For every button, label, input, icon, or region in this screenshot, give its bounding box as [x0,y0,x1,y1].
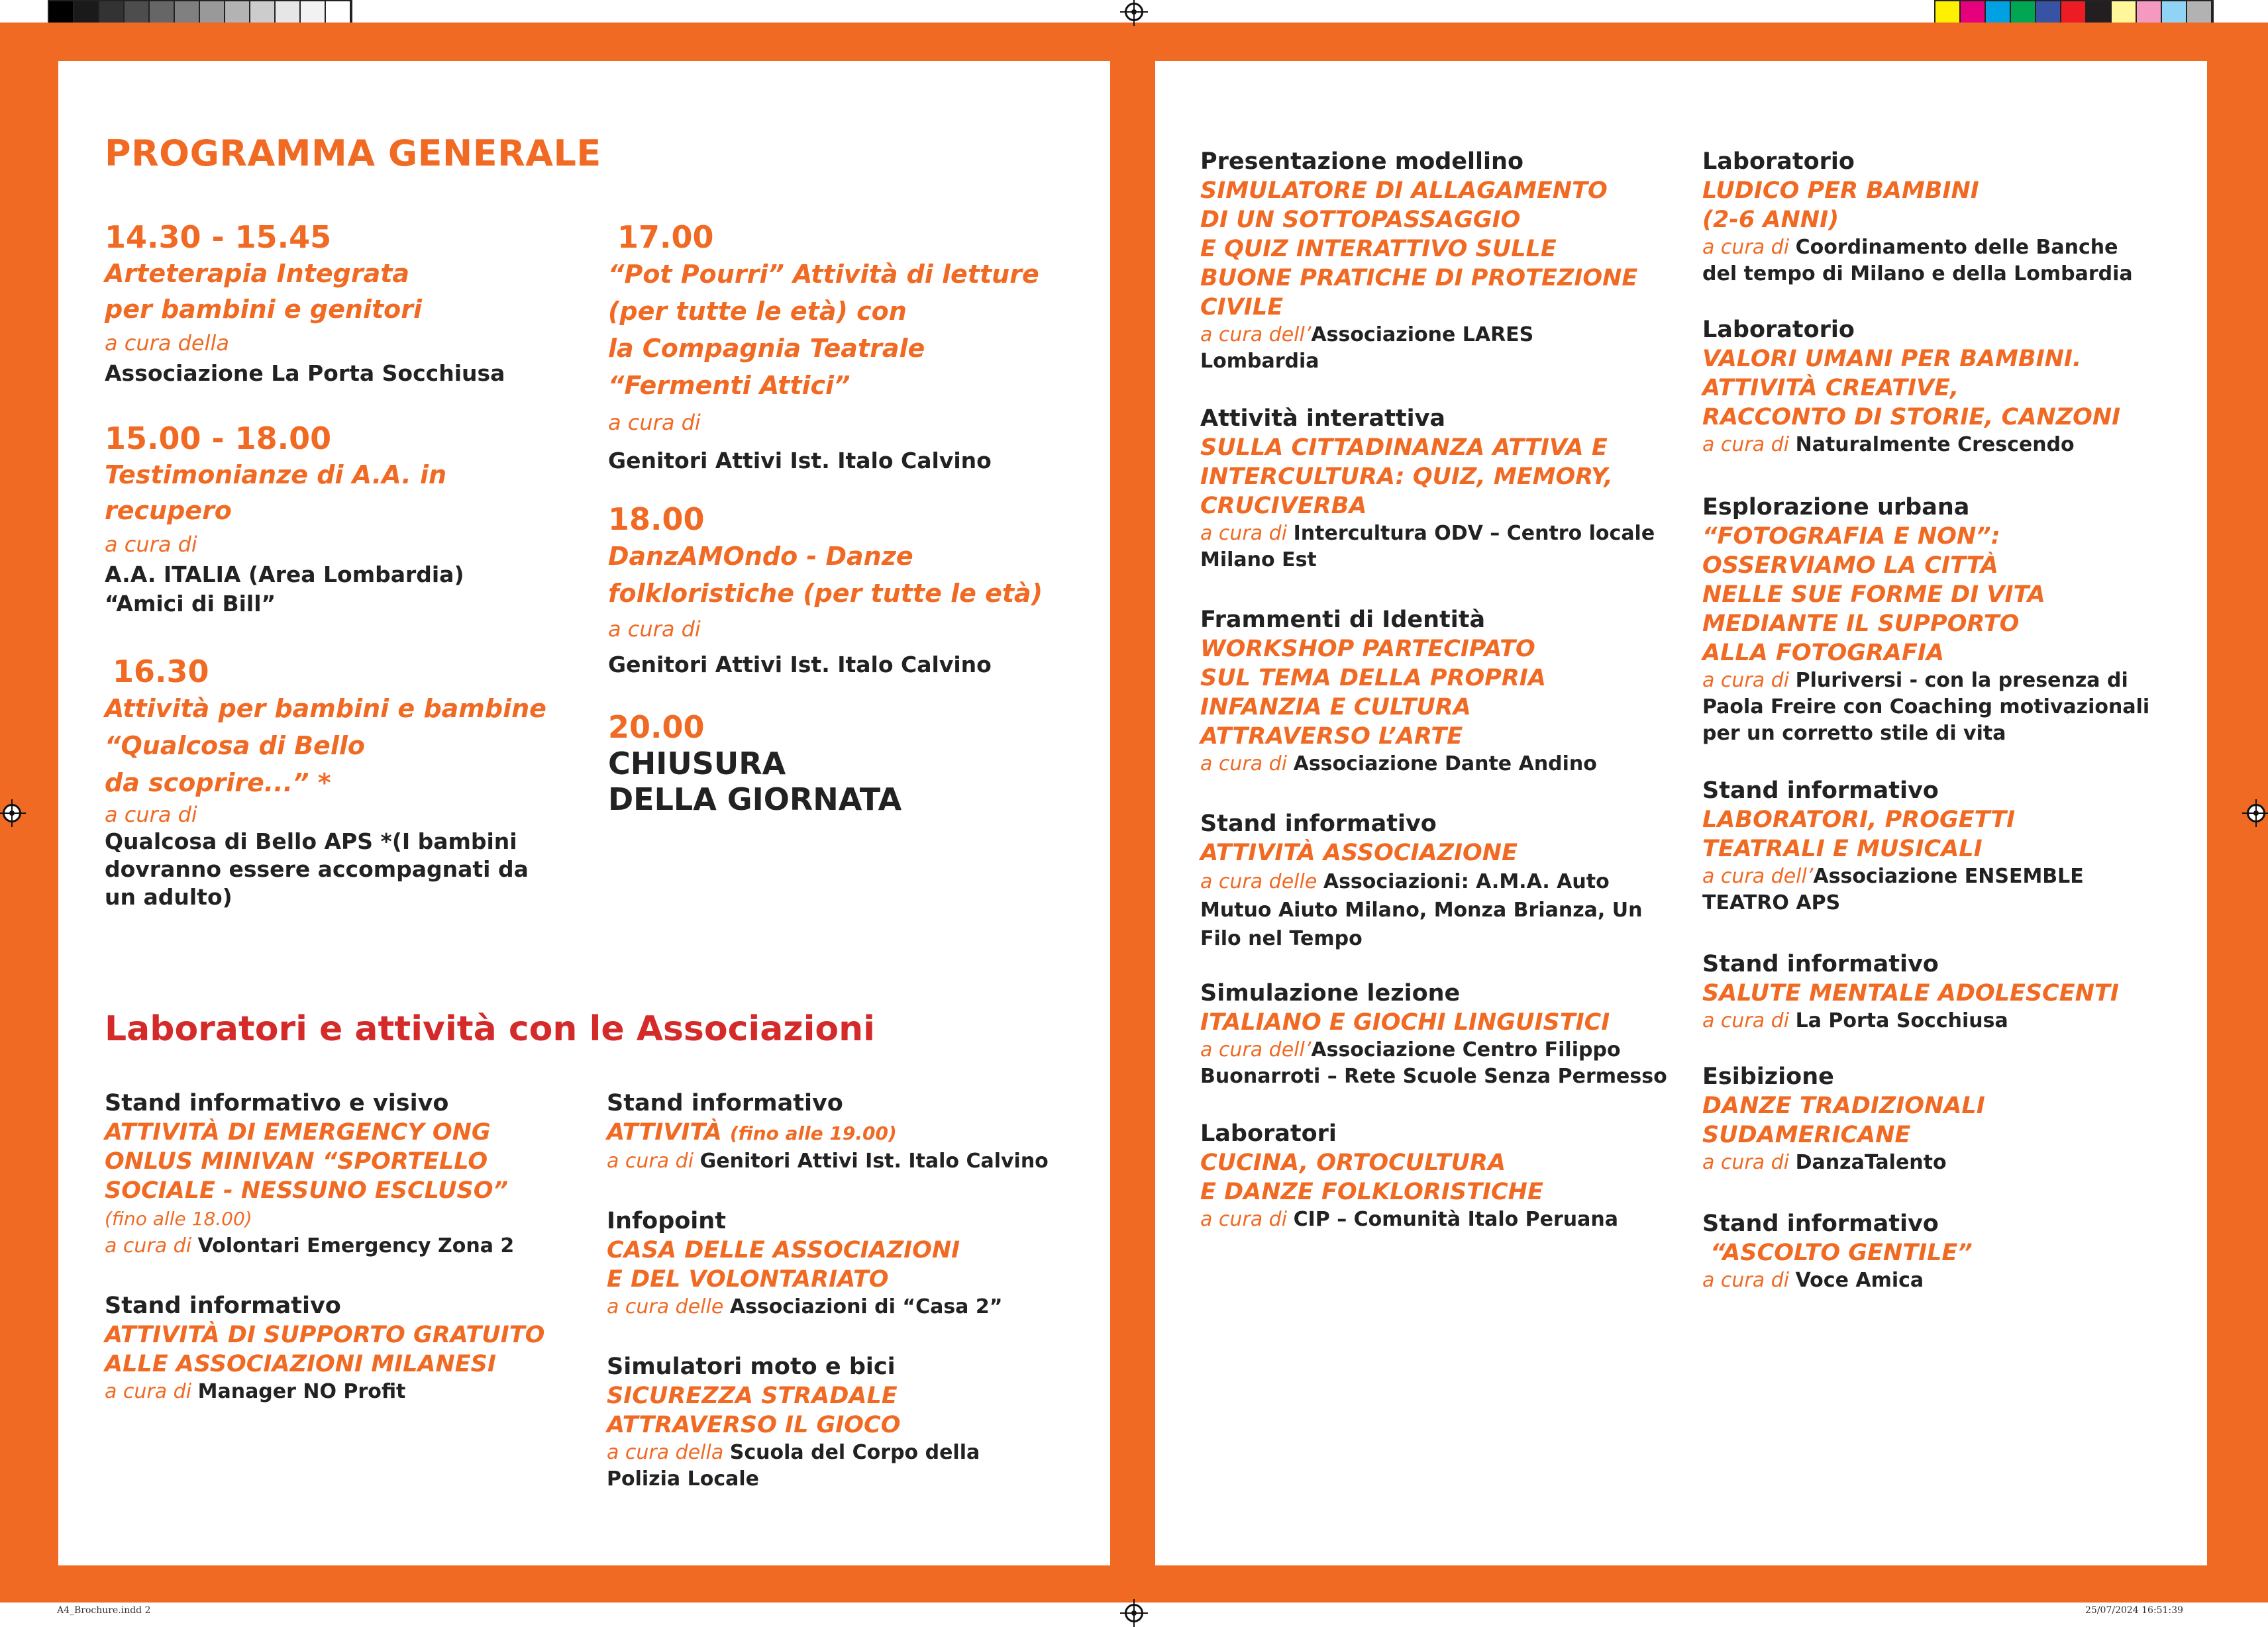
block-credit [1702,234,2179,261]
block-label: Stand informativo e visivo [105,1090,449,1116]
block-credit [1200,322,1677,348]
block-title: SOCIALE - NESSUNO ESCLUSO” [105,1177,508,1204]
block-label: Simulatori moto e bici [607,1354,896,1380]
block-org: Intercultura ODV – Centro locale [1293,522,1655,545]
block-credit [607,1440,1097,1466]
block-credit [1702,1150,2179,1176]
activity-block [1200,979,1677,1090]
block-note: (fino alle 18.00) [105,1208,252,1230]
block-title: DANZE TRADIZIONALI [1702,1093,1985,1119]
block-org-line: Paola Freire con Coaching motivazionali [1702,695,2150,718]
schedule-org: Qualcosa di Bello APS *(I bambini [105,828,517,854]
schedule-item [608,501,1098,683]
block-org: Associazione Dante Andino [1293,752,1597,775]
block-label: Laboratorio [1702,317,1855,343]
block-title: ATTRAVERSO L’ARTE [1200,723,1463,750]
block-cura: a cura di [105,1234,198,1257]
block-title: E QUIZ INTERATTIVO SULLE [1200,236,1557,262]
schedule-org: “Amici di Bill” [105,591,276,616]
block-note: (fino alle 19.00) [729,1122,897,1144]
schedule-activity: recupero [105,496,232,525]
block-title: ATTIVITÀ CREATIVE, [1702,375,1959,401]
schedule-activity: “Fermenti Attici” [608,371,850,400]
block-title: ATTIVITÀ [607,1119,722,1146]
schedule-activity: la Compagnia Teatrale [608,334,925,363]
block-title: MEDIANTE IL SUPPORTO [1702,611,2020,637]
schedule-org: Associazione La Porta Socchiusa [105,360,505,386]
schedule-cura: a cura di [105,532,197,557]
block-label: Frammenti di Identità [1200,607,1486,633]
block-cura: a cura delle [607,1295,730,1318]
schedule-item [608,219,1098,481]
block-org: Associazione ENSEMBLE [1813,865,2084,888]
block-label: Presentazione modellino [1200,148,1524,175]
block-org-line: Milano Est [1200,548,1317,571]
schedule-time: 16.30 [113,654,209,689]
activity-block [105,1089,595,1259]
block-title: ATTRAVERSO IL GIOCO [607,1412,901,1438]
schedule-activity: “Qualcosa di Bello [105,731,365,760]
block-cura: a cura di [1702,669,1796,692]
schedule-org: Genitori Attivi Ist. Italo Calvino [608,448,992,473]
block-org: Manager NO Profit [197,1380,406,1403]
block-label: Esplorazione urbana [1702,494,1970,520]
block-title: VALORI UMANI PER BAMBINI. [1702,346,2082,372]
registration-mark-icon [2247,804,2265,822]
activity-block [105,1291,595,1405]
block-title: INFANZIA E CULTURA [1200,694,1471,720]
block-org: Scuola del Corpo della [729,1441,980,1464]
block-title: ALLE ASSOCIAZIONI MILANESI [105,1351,496,1377]
schedule-item [105,653,582,911]
block-org: Coordinamento delle Banche [1795,236,2118,259]
closing-text: CHIUSURA [608,746,786,781]
block-title: OSSERVIAMO LA CITTÀ [1702,552,1998,579]
block-org-line: Filo nel Tempo [1200,927,1363,950]
block-org: Genitori Attivi Ist. Italo Calvino [699,1150,1049,1173]
block-org-line: Mutuo Aiuto Milano, Monza Brianza, Un [1200,899,1643,922]
block-credit [1702,667,2192,694]
block-org: CIP – Comunità Italo Peruana [1293,1208,1618,1231]
block-cura: a cura dell’ [1702,865,1814,888]
block-title: RACCONTO DI STORIE, CANZONI [1702,404,2121,430]
block-title: CASA DELLE ASSOCIAZIONI [607,1237,960,1263]
schedule-time: 18.00 [608,501,705,537]
block-cura: a cura di [1702,433,1796,456]
activity-block [1702,1209,2179,1294]
schedule-time: 20.00 [608,709,705,745]
block-org: Associazioni di “Casa 2” [729,1295,1003,1318]
schedule-activity: Arteterapia Integrata [105,259,410,288]
block-credit [105,1379,595,1405]
activity-block [607,1207,1097,1320]
activity-block [1200,147,1677,375]
schedule-time: 15.00 - 18.00 [105,420,332,456]
schedule-activity: (per tutte le età) con [608,297,907,326]
block-org-line: del tempo di Milano e della Lombardia [1702,262,2133,285]
schedule-activity: da scoprire...” * [105,768,331,797]
block-cura: a cura dell’ [1200,1038,1312,1061]
registration-mark-icon [3,804,21,822]
block-label: Attività interattiva [1200,405,1446,432]
block-cura: a cura della [607,1441,730,1464]
block-cura: a cura di [1200,1208,1294,1231]
block-title: “ASCOLTO GENTILE” [1702,1240,1973,1266]
footer-file-name: A4_Brochure.indd 2 [57,1605,151,1616]
block-label: Laboratorio [1702,148,1855,175]
block-title: ITALIANO E GIOCHI LINGUISTICI [1200,1009,1610,1036]
block-label: Esibizione [1702,1063,1834,1090]
section-title: Laboratori e attività con le Associazioni [105,1009,875,1049]
block-cura: a cura di [1702,236,1796,259]
block-title: ATTIVITÀ ASSOCIAZIONE [1200,840,1518,866]
block-label: Laboratori [1200,1120,1337,1147]
block-title: ATTIVITÀ DI EMERGENCY ONG [105,1119,491,1146]
block-title: SALUTE MENTALE ADOLESCENTI [1702,980,2119,1007]
schedule-activity: “Pot Pourri” Attività di letture [608,260,1039,289]
activity-block [1702,1062,2179,1176]
activity-block [1702,950,2179,1034]
block-org: DanzaTalento [1795,1151,1947,1174]
schedule-activity: Attività per bambini e bambine [105,694,546,723]
block-title: SUL TEMA DELLA PROPRIA [1200,665,1546,691]
block-title: “FOTOGRAFIA E NON”: [1702,523,2000,550]
block-credit [1200,867,1677,896]
schedule-activity: folkloristiche (per tutte le età) [608,579,1043,608]
block-credit [1200,520,1677,547]
block-credit [1702,863,2179,890]
schedule-org: dovranno essere accompagnati da [105,856,529,882]
activity-block [1200,605,1677,777]
block-org: Volontari Emergency Zona 2 [197,1234,515,1257]
block-title: DI UN SOTTOPASSAGGIO [1200,207,1521,233]
schedule-cura: a cura di [608,410,701,435]
block-org-line: Buonarroti – Rete Scuole Senza Permesso [1200,1065,1667,1088]
activity-block [1702,776,2179,916]
block-org-line: TEATRO APS [1702,891,1841,914]
schedule-cura: a cura della [105,330,229,356]
schedule-time: 14.30 - 15.45 [105,219,332,255]
schedule-item [105,420,568,618]
block-label: Stand informativo [1702,777,1939,804]
block-title: ATTIVITÀ DI SUPPORTO GRATUITO [105,1322,545,1348]
block-title: NELLE SUE FORME DI VITA [1702,581,2045,608]
block-label: Stand informativo [1702,1210,1939,1237]
block-org: Pluriversi - con la presenza di [1795,669,2128,692]
block-cura: a cura di [1200,752,1294,775]
block-cura: a cura di [607,1150,700,1173]
block-title: INTERCULTURA: QUIZ, MEMORY, [1200,464,1613,490]
block-cura: a cura delle [1200,870,1323,893]
block-title: LUDICO PER BAMBINI [1702,177,1979,204]
activity-block [1200,1119,1677,1233]
schedule-cura: a cura di [105,802,197,827]
footer-date: 25/07/2024 16:51:39 [2085,1605,2184,1616]
block-cura: a cura di [1200,522,1294,545]
block-credit [607,1148,1097,1175]
activity-block [1702,315,2179,458]
block-cura: a cura di [1702,1009,1796,1032]
block-label: Simulazione lezione [1200,980,1461,1007]
block-label: Stand informativo [1200,811,1437,837]
schedule-activity: Testimonianze di A.A. in [105,460,447,489]
block-org-line: Polizia Locale [607,1467,759,1491]
block-label: Stand informativo [607,1090,843,1116]
block-cura: a cura dell’ [1200,323,1312,346]
schedule-cura: a cura di [608,616,701,642]
block-cura: a cura di [1702,1151,1796,1174]
activity-block [607,1089,1097,1175]
block-credit [607,1294,1097,1320]
block-cura: a cura di [105,1380,198,1403]
block-label: Stand informativo [105,1293,341,1319]
block-title: SICUREZZA STRADALE [607,1383,898,1409]
activity-block [1200,809,1677,953]
block-credit [1702,1008,2179,1034]
block-title: CIVILE [1200,294,1284,320]
registration-mark-icon [1125,3,1143,21]
block-title: LABORATORI, PROGETTI [1702,807,2016,833]
block-org: Voce Amica [1795,1269,1924,1292]
block-title: ALLA FOTOGRAFIA [1702,640,1945,666]
registration-mark-icon [1125,1604,1143,1622]
block-label: Infopoint [607,1208,726,1234]
block-org: Associazioni: A.M.A. Auto [1323,870,1610,893]
block-title: (2-6 ANNI) [1702,207,1839,233]
activity-block [1702,147,2179,287]
page-title: PROGRAMMA GENERALE [105,132,601,174]
block-title: SULLA CITTADINANZA ATTIVA E [1200,434,1608,461]
block-credit [1702,1267,2179,1294]
block-title: TEATRALI E MUSICALI [1702,836,1983,862]
schedule-time: 17.00 [617,219,714,255]
block-credit [1200,1037,1677,1063]
block-title: E DEL VOLONTARIATO [607,1266,889,1293]
block-title: SUDAMERICANE [1702,1122,1911,1148]
block-title: ONLUS MINIVAN “SPORTELLO [105,1148,488,1175]
block-title: CUCINA, ORTOCULTURA [1200,1150,1506,1176]
block-org: Associazione LARES [1311,323,1534,346]
closing-text: DELLA GIORNATA [608,781,902,817]
block-credit [1200,1207,1677,1233]
activity-block [607,1352,1097,1493]
block-org: Associazione Centro Filippo [1311,1038,1621,1061]
schedule-activity: DanzAMOndo - Danze [608,542,913,571]
block-title: BUONE PRATICHE DI PROTEZIONE [1200,265,1638,291]
block-label: Stand informativo [1702,951,1939,977]
block-org: Naturalmente Crescendo [1795,433,2075,456]
block-org-line: per un corretto stile di vita [1702,722,2006,745]
schedule-item [608,709,1098,817]
block-title: CRUCIVERBA [1200,493,1367,519]
block-title: SIMULATORE DI ALLAGAMENTO [1200,177,1608,204]
schedule-activity: per bambini e genitori [105,295,423,324]
activity-block [1702,493,2192,747]
block-credit [105,1233,595,1259]
block-title: WORKSHOP PARTECIPATO [1200,636,1535,662]
block-credit [1200,751,1677,777]
schedule-item [105,219,568,388]
block-cura: a cura di [1702,1269,1796,1292]
block-title: E DANZE FOLKLORISTICHE [1200,1179,1543,1205]
schedule-org: Genitori Attivi Ist. Italo Calvino [608,652,992,677]
schedule-org: un adulto) [105,884,232,910]
block-credit [1702,432,2179,458]
block-org-line: Lombardia [1200,350,1319,373]
block-title-row [607,1118,1097,1148]
schedule-org: A.A. ITALIA (Area Lombardia) [105,562,464,587]
block-org: La Porta Socchiusa [1795,1009,2008,1032]
activity-block [1200,404,1677,573]
